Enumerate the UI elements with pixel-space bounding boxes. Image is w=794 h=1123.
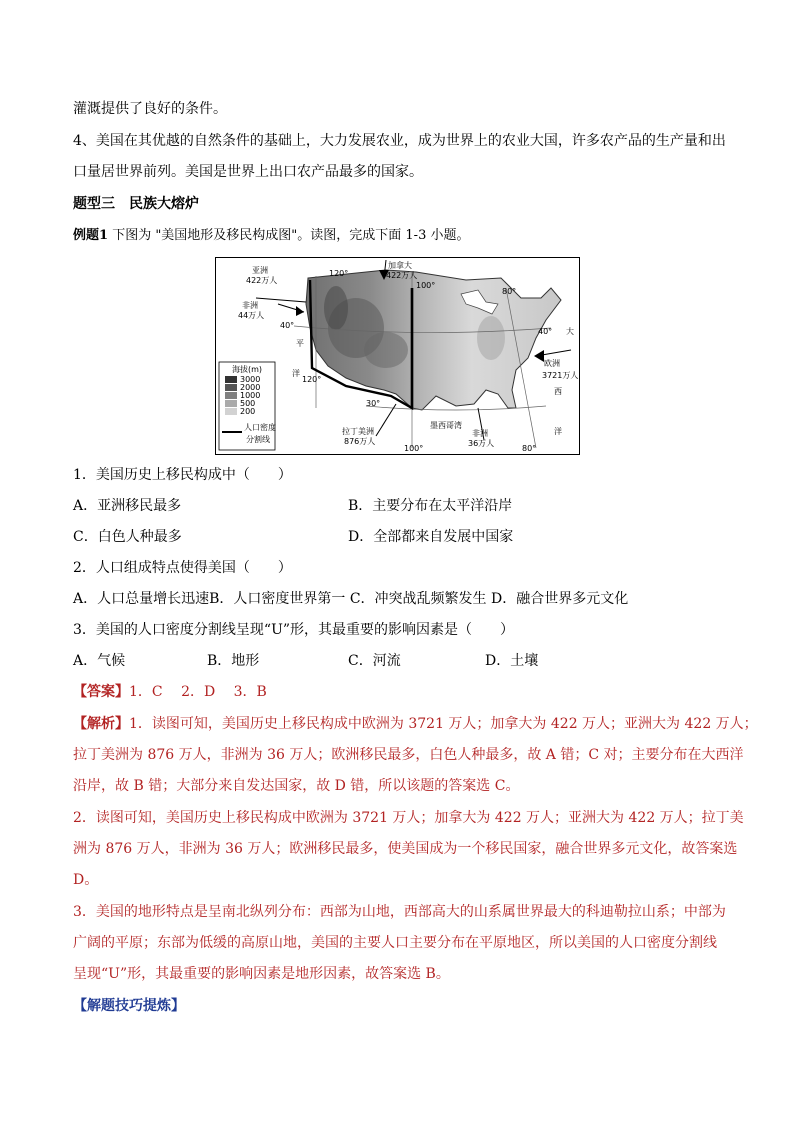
answer-line [73, 682, 734, 702]
q3-option-a: A．气候 [73, 653, 126, 669]
question-1-stem: 1．美国历史上移民构成中（ ） [73, 467, 292, 483]
legend-val-4: 500 [240, 399, 256, 408]
q2-options: A．人口总量增长迅速B．人口密度世界第一 C．冲突战乱频繁发生 D．融合世界多元文化 [73, 591, 629, 607]
analysis-p2-l2: 洲为 876 万人，非洲为 36 万人；欧洲移民最多，使美国成为一个移民国家，融合世界多元文化，故答案选 [73, 841, 738, 857]
intro-line-2: 4、美国在其优越的自然条件的基础上，大力发展农业，成为世界上的农业大国，许多农产品的生产量和出 [73, 133, 726, 149]
legend-val-2: 2000 [240, 383, 261, 392]
q1-option-d: D．全部都来自发展中国家 [348, 529, 514, 545]
q3-option-c: C．河流 [348, 653, 401, 669]
us-terrain-immigration-map [215, 257, 580, 455]
label-europe: 欧洲 [544, 359, 560, 368]
label-lat40-west: 40° [280, 321, 295, 330]
analysis-p2-l3: D。 [73, 872, 99, 888]
q1-option-b: B．主要分布在太平洋沿岸 [348, 498, 513, 514]
label-asia: 亚洲 [252, 266, 268, 275]
label-lon100-bottom: 100° [404, 444, 424, 453]
analysis-p1-l1-text: 1．读图可知，美国历史上移民构成中欧洲为 3721 万人；加拿大为 422 万人；亚洲大为 422 万人； [129, 716, 758, 732]
analysis-p3-l3: 呈现“U”形，其最重要的影响因素是地形因素，故答案选 B。 [73, 966, 450, 982]
label-latin: 拉丁美洲 [342, 427, 374, 436]
label-lon80-bottom: 80° [522, 444, 537, 453]
analysis-p1-l3: 沿岸，故 B 错；大部分来自发达国家，故 D 错，所以该题的答案选 C。 [73, 778, 520, 794]
label-latin-val: 876万人 [344, 437, 376, 446]
map-legend [219, 362, 276, 450]
label-atlantic-2: 西 [554, 387, 562, 396]
example-text: 下图为 "美国地形及移民构成图"。读图，完成下面 1-3 小题。 [112, 228, 470, 243]
q1-option-a: A．亚洲移民最多 [73, 498, 182, 514]
label-africa-val: 44万人 [238, 311, 265, 320]
legend-val-5: 200 [240, 407, 256, 416]
q3-option-b: B．地形 [207, 653, 260, 669]
label-asia-val: 422万人 [246, 276, 278, 285]
intro-line-1: 灌溉提供了良好的条件。 [73, 101, 227, 117]
label-canada-val: 422万人 [386, 271, 418, 280]
analysis-p1-l2: 拉丁美洲为 876 万人，非洲为 36 万人；欧洲移民最多，白色人种最多，故 A 错；C 对；主要分布在大西洋 [73, 747, 744, 763]
label-pacific-2: 洋 [292, 369, 300, 378]
label-pacific-1: 平 [296, 339, 304, 348]
question-2-stem: 2．人口组成特点使得美国（ ） [73, 560, 292, 576]
intro-line-3: 口量居世界前列。美国是世界上出口农产品最多的国家。 [73, 164, 423, 180]
answer-text: 1．C 2．D 3．B [129, 684, 267, 700]
label-lat40-east: 40° [538, 327, 553, 336]
label-lon100-top: 100° [416, 281, 436, 290]
question-3-stem: 3．美国的人口密度分割线呈现“U”形，其最重要的影响因素是（ ） [73, 622, 515, 638]
label-africa2: 非洲 [472, 429, 488, 438]
legend-line-label-2: 分割线 [246, 435, 270, 444]
example-intro [73, 226, 734, 246]
label-europe-val: 3721万人 [542, 371, 579, 380]
legend-val-1: 3000 [240, 375, 261, 384]
label-canada: 加拿大 [388, 261, 412, 270]
label-lon120-top: 120° [329, 269, 349, 278]
arrow-africa [256, 298, 306, 302]
arrow-latin [376, 404, 396, 436]
q3-option-d: D．土壤 [485, 653, 539, 669]
legend-val-3: 1000 [240, 391, 261, 400]
label-lon120-bottom: 120° [302, 375, 322, 384]
analysis-p1-l1 [73, 714, 758, 734]
label-africa2-val: 36万人 [468, 439, 495, 448]
analysis-tag: 【解析】 [73, 716, 129, 732]
legend-line-label: 人口密度 [244, 423, 276, 432]
q1-option-c: C．白色人种最多 [73, 529, 182, 545]
section-title: 题型三 民族大熔炉 [73, 196, 199, 212]
analysis-p3-l1: 3．美国的地形特点是呈南北纵列分布：西部为山地，西部高大的山系属世界最大的科迪勒拉山系；中部为 [73, 904, 726, 920]
analysis-p3-l2: 广阔的平原；东部为低缓的高原山地，美国的主要人口主要分布在平原地区，所以美国的人口密度分割线 [73, 935, 717, 951]
label-atlantic-3: 洋 [554, 427, 562, 436]
analysis-p2-l1: 2．读图可知，美国历史上移民构成中欧洲为 3721 万人；加拿大为 422 万人；亚洲大为 422 万人；拉丁美 [73, 810, 744, 826]
example-label: 例题1 [73, 228, 109, 243]
answer-tag: 【答案】 [73, 684, 129, 700]
label-lon80-top: 80° [502, 287, 517, 296]
label-africa: 非洲 [242, 301, 258, 310]
label-lat30: 30° [366, 399, 381, 408]
tips-heading: 【解题技巧提炼】 [73, 998, 185, 1014]
legend-title: 海拔(m) [232, 365, 263, 374]
label-atlantic-1: 大 [566, 327, 574, 336]
label-gulf: 墨西哥湾 [430, 421, 462, 430]
